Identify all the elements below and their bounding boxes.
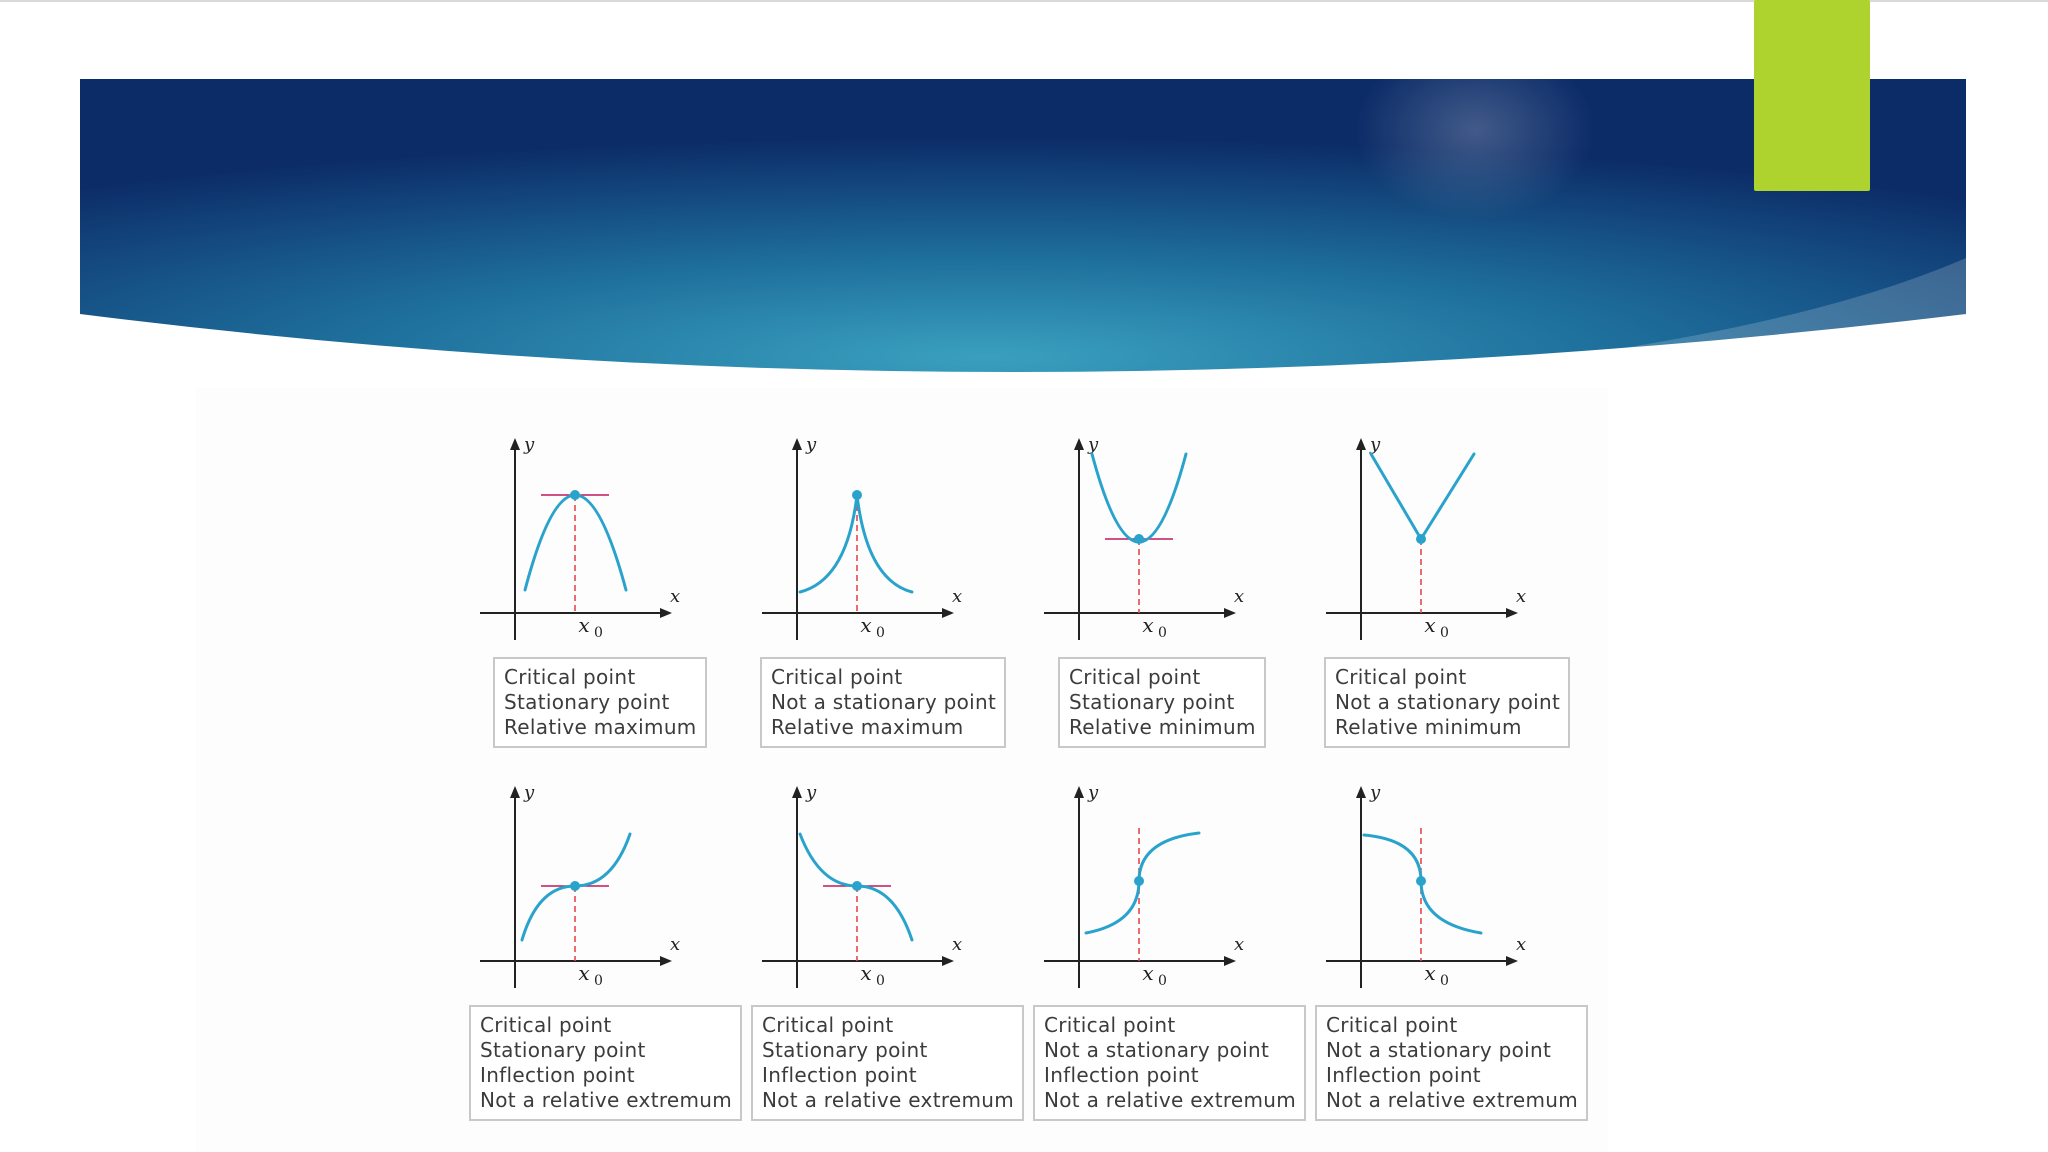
- caption-line: Critical point: [771, 665, 903, 689]
- caption-line: Inflection point: [762, 1063, 917, 1087]
- y-axis-label: y: [1370, 782, 1381, 803]
- function-curve: [1092, 454, 1186, 542]
- caption-line: Relative maximum: [504, 715, 697, 739]
- x0-subscript: 0: [1158, 625, 1167, 641]
- caption-line: Not a relative extremum: [1044, 1088, 1297, 1112]
- caption-2: [760, 657, 1006, 748]
- x-axis-label: x: [1234, 586, 1245, 607]
- function-curve: [1371, 454, 1474, 539]
- plot-relative-max-cusp: [762, 430, 1062, 660]
- critical-point-marker: [1416, 534, 1426, 544]
- accent-bar: [1754, 0, 1870, 191]
- caption-7: [1033, 1005, 1306, 1121]
- caption-line: Critical point: [1069, 665, 1201, 689]
- y-axis-label: y: [524, 782, 535, 803]
- caption-line: Critical point: [480, 1013, 612, 1037]
- plot-inflection-vertical-tangent-down: [1326, 778, 1626, 1008]
- caption-line: Stationary point: [480, 1038, 646, 1062]
- x-axis-arrow-icon: [1224, 956, 1236, 966]
- x0-label: x: [860, 961, 872, 985]
- caption-line: Inflection point: [1044, 1063, 1199, 1087]
- y-axis-arrow-icon: [1356, 438, 1366, 450]
- plot-inflection-vertical-tangent-up: [1044, 778, 1344, 1008]
- y-axis-label: y: [806, 782, 817, 803]
- x0-label: x: [578, 961, 590, 985]
- panel-8: [1326, 778, 1626, 1148]
- caption-6: [751, 1005, 1024, 1121]
- x-axis-label: x: [1234, 934, 1245, 955]
- caption-1: [493, 657, 707, 748]
- caption-line: Inflection point: [1326, 1063, 1481, 1087]
- caption-line: Critical point: [1335, 665, 1467, 689]
- x-axis-arrow-icon: [942, 608, 954, 618]
- panel-2: [762, 430, 1062, 800]
- x-axis-arrow-icon: [942, 956, 954, 966]
- x0-subscript: 0: [1440, 625, 1449, 641]
- x0-subscript: 0: [876, 973, 885, 989]
- y-axis-arrow-icon: [1074, 786, 1084, 798]
- y-axis-label: y: [1088, 782, 1099, 803]
- y-axis-label: y: [806, 434, 817, 455]
- caption-line: Not a stationary point: [1335, 690, 1561, 714]
- caption-line: Inflection point: [480, 1063, 635, 1087]
- caption-line: Relative minimum: [1069, 715, 1256, 739]
- critical-point-marker: [852, 881, 862, 891]
- plot-inflection-increasing-flat: [480, 778, 780, 1008]
- caption-line: Relative maximum: [771, 715, 964, 739]
- panel-4: [1326, 430, 1626, 800]
- caption-line: Not a relative extremum: [1326, 1088, 1579, 1112]
- x-axis-arrow-icon: [660, 956, 672, 966]
- caption-line: Not a relative extremum: [480, 1088, 733, 1112]
- caption-line: Critical point: [1326, 1013, 1458, 1037]
- panel-5: [480, 778, 780, 1148]
- x0-label: x: [860, 613, 872, 637]
- x-axis-arrow-icon: [1224, 608, 1236, 618]
- critical-point-marker: [570, 490, 580, 500]
- x-axis-arrow-icon: [1506, 608, 1518, 618]
- y-axis-label: y: [1370, 434, 1381, 455]
- caption-8: [1315, 1005, 1588, 1121]
- y-axis-arrow-icon: [792, 438, 802, 450]
- panel-6: [762, 778, 1062, 1148]
- x0-label: x: [1142, 961, 1154, 985]
- critical-point-marker: [852, 490, 862, 500]
- x-axis-label: x: [952, 586, 963, 607]
- panel-3: [1044, 430, 1344, 800]
- plot-inflection-decreasing-flat: [762, 778, 1062, 1008]
- caption-line: Stationary point: [504, 690, 670, 714]
- x0-label: x: [1424, 961, 1436, 985]
- critical-point-marker: [570, 881, 580, 891]
- x0-label: x: [1424, 613, 1436, 637]
- x-axis-label: x: [952, 934, 963, 955]
- function-curve: [800, 495, 912, 592]
- x-axis-label: x: [1516, 934, 1527, 955]
- x0-subscript: 0: [876, 625, 885, 641]
- y-axis-label: y: [524, 434, 535, 455]
- caption-3: [1058, 657, 1266, 748]
- x-axis-arrow-icon: [1506, 956, 1518, 966]
- critical-point-marker: [1134, 534, 1144, 544]
- panel-7: [1044, 778, 1344, 1148]
- critical-point-marker: [1416, 876, 1426, 886]
- caption-line: Critical point: [762, 1013, 894, 1037]
- caption-line: Critical point: [1044, 1013, 1176, 1037]
- y-axis-arrow-icon: [510, 786, 520, 798]
- x-axis-label: x: [670, 934, 681, 955]
- caption-5: [469, 1005, 742, 1121]
- critical-point-marker: [1134, 876, 1144, 886]
- x0-subscript: 0: [594, 625, 603, 641]
- x-axis-label: x: [1516, 586, 1527, 607]
- banner-shape: [80, 79, 1966, 372]
- panel-1: [480, 430, 780, 800]
- plot-relative-min-smooth: [1044, 430, 1344, 660]
- x0-subscript: 0: [1158, 973, 1167, 989]
- y-axis-arrow-icon: [510, 438, 520, 450]
- caption-line: Critical point: [504, 665, 636, 689]
- caption-line: Not a relative extremum: [762, 1088, 1015, 1112]
- x0-label: x: [1142, 613, 1154, 637]
- banner-glow: [1355, 40, 1595, 220]
- x-axis-label: x: [670, 586, 681, 607]
- y-axis-arrow-icon: [1074, 438, 1084, 450]
- x-axis-arrow-icon: [660, 608, 672, 618]
- plot-relative-max-smooth: [480, 430, 780, 660]
- caption-line: Relative minimum: [1335, 715, 1522, 739]
- x0-label: x: [578, 613, 590, 637]
- y-axis-arrow-icon: [792, 786, 802, 798]
- caption-line: Stationary point: [762, 1038, 928, 1062]
- title-banner: [0, 0, 2048, 400]
- plot-relative-min-corner: [1326, 430, 1626, 660]
- x0-subscript: 0: [1440, 973, 1449, 989]
- caption-line: Not a stationary point: [771, 690, 997, 714]
- y-axis-arrow-icon: [1356, 786, 1366, 798]
- caption-line: Not a stationary point: [1044, 1038, 1270, 1062]
- caption-line: Not a stationary point: [1326, 1038, 1552, 1062]
- caption-line: Stationary point: [1069, 690, 1235, 714]
- caption-4: [1324, 657, 1570, 748]
- x0-subscript: 0: [594, 973, 603, 989]
- y-axis-label: y: [1088, 434, 1099, 455]
